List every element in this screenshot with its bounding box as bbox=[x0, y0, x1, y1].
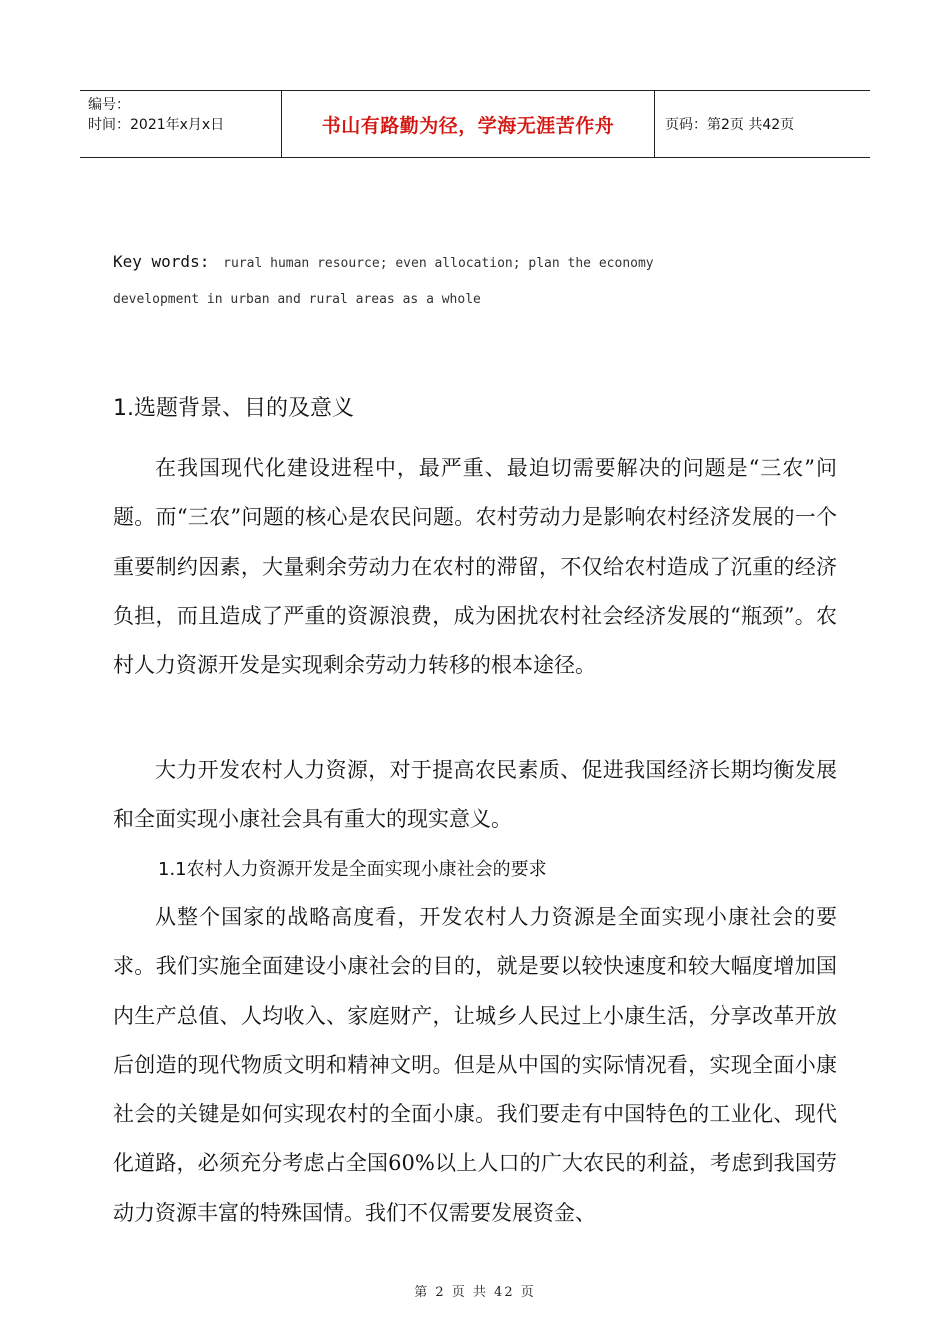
keywords-block bbox=[113, 244, 835, 318]
header-motto: 书山有路勤为径，学海无涯苦作舟 bbox=[281, 91, 655, 157]
header-meta bbox=[80, 91, 281, 157]
paragraph: 在我国现代化建设进程中，最严重、最迫切需要解决的问题是“三农”问题。而“三农”问题的核心是农民问题。农村劳动力是影响农村经济发展的一个重要制约因素，大量剩余劳动力在农村的滞留，不仅给农村造成了沉重的经济负担，而且造成了严重的资源浪费，成为困扰农村社会经济发展的“瓶颈”。农村人力资源开发是实现剩余劳动力转移的根本途径。 bbox=[113, 456, 837, 678]
paragraph: 从整个国家的战略高度看，开发农村人力资源是全面实现小康社会的要求。我们实施全面建设小康社会的目的，就是要以较快速度和较大幅度增加国内生产总值、人均收入、家庭财产，让城乡人民过上小康生活，分享改革开放后创造的现代物质文明和精神文明。但是从中国的实际情况看，实现全面小康社会的关键是如何实现农村的全面小康。我们要走有中国特色的工业化、现代化道路，必须充分考虑占全国60%以上人口的广大农民的利益，考虑到我国劳动力资源丰富的特殊国情。我们不仅需要发展资金、 bbox=[113, 905, 837, 1225]
keywords-line1: rural human resource; even allocation; plan the economy bbox=[223, 256, 654, 271]
subsection-heading: 1.1农村人力资源开发是全面实现小康社会的要求 bbox=[158, 859, 547, 880]
paragraph: 大力开发农村人力资源，对于提高农民素质、促进我国经济长期均衡发展和全面实现小康社会具有重大的现实意义。 bbox=[113, 758, 837, 832]
keywords-label: Key words: bbox=[113, 252, 210, 271]
number-label: 编号： bbox=[88, 97, 130, 113]
section-heading: 1.选题背景、目的及意义 bbox=[113, 396, 354, 421]
time-label: 时间：2021年x月x日 bbox=[88, 117, 225, 133]
header-page-info: 页码：第2页 共42页 bbox=[665, 117, 795, 133]
document-header bbox=[80, 90, 870, 158]
keywords-line2: development in urban and rural areas as a whole bbox=[113, 292, 481, 307]
page-footer: 第 2 页 共 42 页 bbox=[414, 1285, 536, 1300]
